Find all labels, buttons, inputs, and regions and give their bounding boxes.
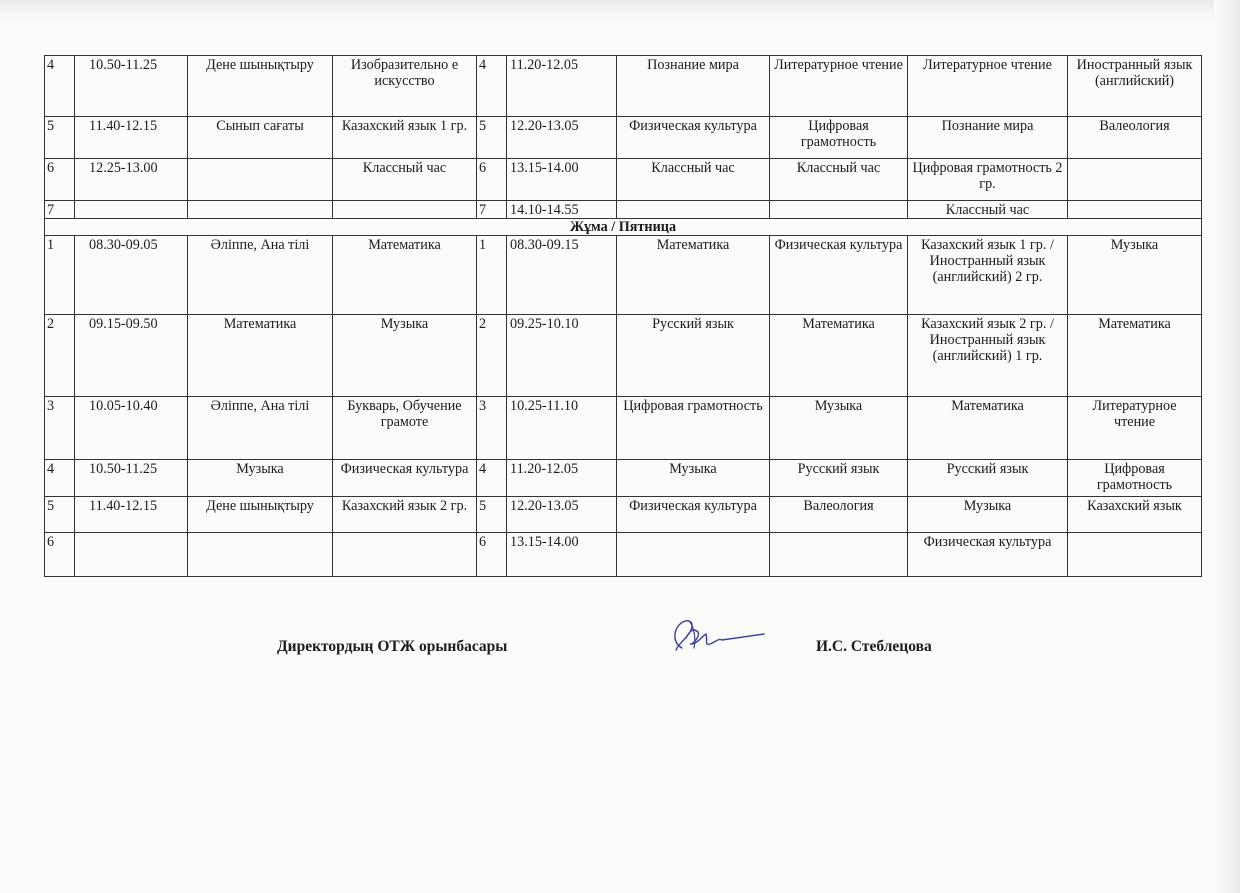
lesson-number: 5 — [45, 497, 75, 533]
lesson-time: 09.25-10.10 — [507, 315, 617, 397]
lesson-time: 12.25-13.00 — [75, 159, 188, 201]
lesson-number: 4 — [477, 56, 507, 117]
lesson-time: 08.30-09.15 — [507, 236, 617, 315]
subject-cell: Цифровая грамотность 2 гр. — [908, 159, 1068, 201]
lesson-number: 6 — [45, 533, 75, 577]
subject-cell — [188, 159, 333, 201]
subject-cell: Казахский язык 1 гр. / Иностранный язык (английский) 2 гр. — [908, 236, 1068, 315]
table-row — [45, 117, 1202, 159]
subject-cell: Казахский язык — [1068, 497, 1202, 533]
subject-cell: Дене шынықтыру — [188, 56, 333, 117]
lesson-time: 11.20-12.05 — [507, 460, 617, 497]
subject-cell: Музыка — [617, 460, 770, 497]
subject-cell: Валеология — [1068, 117, 1202, 159]
subject-cell — [1068, 533, 1202, 577]
subject-cell: Познание мира — [908, 117, 1068, 159]
handwritten-signature — [660, 614, 770, 658]
subject-cell: Музыка — [333, 315, 477, 397]
lesson-number: 4 — [45, 56, 75, 117]
subject-cell: Литературное чтение — [770, 56, 908, 117]
lesson-time: 09.15-09.50 — [75, 315, 188, 397]
subject-cell — [1068, 201, 1202, 219]
schedule-table — [44, 55, 1202, 577]
subject-cell: Цифровая грамотность — [770, 117, 908, 159]
table-row — [45, 460, 1202, 497]
lesson-number: 7 — [477, 201, 507, 219]
table-row — [45, 315, 1202, 397]
lesson-number: 2 — [477, 315, 507, 397]
lesson-number: 5 — [477, 497, 507, 533]
subject-cell: Математика — [770, 315, 908, 397]
lesson-time: 12.20-13.05 — [507, 497, 617, 533]
lesson-number: 3 — [477, 397, 507, 460]
subject-cell — [617, 201, 770, 219]
subject-cell: Русский язык — [908, 460, 1068, 497]
lesson-number: 6 — [477, 533, 507, 577]
lesson-number: 3 — [45, 397, 75, 460]
subject-cell: Әліппе, Ана тілі — [188, 236, 333, 315]
subject-cell: Классный час — [770, 159, 908, 201]
lesson-number: 1 — [477, 236, 507, 315]
lesson-number: 5 — [477, 117, 507, 159]
subject-cell: Музыка — [908, 497, 1068, 533]
subject-cell: Физическая культура — [617, 497, 770, 533]
subject-cell: Валеология — [770, 497, 908, 533]
subject-cell: Изобразительно е искусство — [333, 56, 477, 117]
lesson-time: 10.50-11.25 — [75, 56, 188, 117]
subject-cell: Классный час — [908, 201, 1068, 219]
table-row — [45, 236, 1202, 315]
subject-cell: Казахский язык 2 гр. / Иностранный язык (английский) 1 гр. — [908, 315, 1068, 397]
day-title: Жұма / Пятница — [45, 219, 1202, 236]
subject-cell: Математика — [908, 397, 1068, 460]
lesson-number: 4 — [477, 460, 507, 497]
subject-cell: Казахский язык 1 гр. — [333, 117, 477, 159]
subject-cell: Русский язык — [770, 460, 908, 497]
scan-right-edge — [1214, 0, 1240, 893]
subject-cell — [333, 201, 477, 219]
table-row — [45, 497, 1202, 533]
day-header-row — [45, 219, 1202, 236]
lesson-time: 10.50-11.25 — [75, 460, 188, 497]
lesson-number: 1 — [45, 236, 75, 315]
subject-cell: Математика — [188, 315, 333, 397]
subject-cell: Дене шынықтыру — [188, 497, 333, 533]
subject-cell: Сынып сағаты — [188, 117, 333, 159]
subject-cell — [770, 533, 908, 577]
subject-cell: Букварь, Обучение грамоте — [333, 397, 477, 460]
subject-cell: Музыка — [770, 397, 908, 460]
subject-cell: Литературное чтение — [1068, 397, 1202, 460]
subject-cell — [1068, 159, 1202, 201]
lesson-time: 08.30-09.05 — [75, 236, 188, 315]
lesson-number: 7 — [45, 201, 75, 219]
subject-cell: Цифровая грамотность — [1068, 460, 1202, 497]
scan-top-edge — [0, 0, 1240, 22]
subject-cell: Цифровая грамотность — [617, 397, 770, 460]
subject-cell: Математика — [617, 236, 770, 315]
lesson-time: 11.40-12.15 — [75, 117, 188, 159]
lesson-number: 5 — [45, 117, 75, 159]
subject-cell: Музыка — [1068, 236, 1202, 315]
lesson-time: 10.25-11.10 — [507, 397, 617, 460]
lesson-time: 12.20-13.05 — [507, 117, 617, 159]
table-row — [45, 159, 1202, 201]
signer-name: И.С. Стеблецова — [816, 638, 932, 655]
signature-footer — [0, 636, 1240, 676]
lesson-time: 11.40-12.15 — [75, 497, 188, 533]
subject-cell: Физическая культура — [333, 460, 477, 497]
lesson-number: 6 — [45, 159, 75, 201]
lesson-time: 11.20-12.05 — [507, 56, 617, 117]
subject-cell — [188, 533, 333, 577]
lesson-time: 10.05-10.40 — [75, 397, 188, 460]
lesson-time — [75, 201, 188, 219]
subject-cell — [188, 201, 333, 219]
subject-cell: Математика — [1068, 315, 1202, 397]
lesson-time: 13.15-14.00 — [507, 159, 617, 201]
subject-cell: Русский язык — [617, 315, 770, 397]
subject-cell: Литературное чтение — [908, 56, 1068, 117]
table-row — [45, 56, 1202, 117]
lesson-time — [75, 533, 188, 577]
subject-cell: Классный час — [617, 159, 770, 201]
lesson-time: 14.10-14.55 — [507, 201, 617, 219]
table-row — [45, 201, 1202, 219]
lesson-number: 4 — [45, 460, 75, 497]
subject-cell: Познание мира — [617, 56, 770, 117]
subject-cell — [770, 201, 908, 219]
subject-cell: Физическая культура — [770, 236, 908, 315]
subject-cell: Иностранный язык (английский) — [1068, 56, 1202, 117]
subject-cell — [617, 533, 770, 577]
subject-cell: Математика — [333, 236, 477, 315]
lesson-number: 2 — [45, 315, 75, 397]
table-row — [45, 533, 1202, 577]
lesson-time: 13.15-14.00 — [507, 533, 617, 577]
subject-cell: Физическая культура — [908, 533, 1068, 577]
signer-role: Директордың ОТЖ орынбасары — [277, 638, 508, 655]
subject-cell: Классный час — [333, 159, 477, 201]
subject-cell: Әліппе, Ана тілі — [188, 397, 333, 460]
table-row — [45, 397, 1202, 460]
subject-cell: Казахский язык 2 гр. — [333, 497, 477, 533]
lesson-number: 6 — [477, 159, 507, 201]
subject-cell: Музыка — [188, 460, 333, 497]
subject-cell: Физическая культура — [617, 117, 770, 159]
subject-cell — [333, 533, 477, 577]
